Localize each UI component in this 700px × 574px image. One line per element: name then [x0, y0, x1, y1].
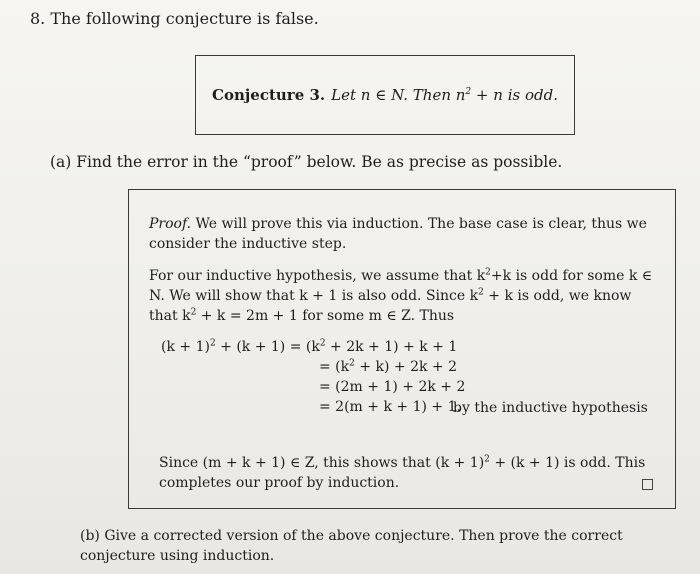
equation-line-4: = 2(m + k + 1) + 1. [319, 399, 461, 415]
proof-paragraph-1: Proof. We will prove this via induction. The base case is clear, thus we consider the inductive step. [149, 216, 647, 252]
equation-note: by the inductive hypothesis [453, 400, 648, 416]
proof-label: Proof. [149, 216, 192, 232]
conjecture-label: Conjecture 3. [212, 86, 326, 104]
proof-box [128, 189, 676, 509]
equation-line-1: $(k + 1)^2 + (k + 1) = (k^2 + 2k + 1) + k + 1$ [161, 338, 458, 355]
qed-square-icon [642, 479, 653, 490]
part-a-prompt: (a) Find the error in the “proof” below. Be as precise as possible. [50, 153, 563, 171]
equation-line-2: = $(k^2 + k) + 2k + 2$ [319, 358, 458, 375]
question-heading: 8. The following conjecture is false. [30, 9, 319, 28]
equation-line-3: = (2m + 1) + 2k + 2 [319, 379, 466, 395]
proof-paragraph-2: For our inductive hypothesis, we assume that $k^2+k$ is odd for some k ∈ N. We will show that k + 1 is also odd. Since $k^2 + k$ is odd, we know that $k^2 + k = 2m + 1$ for some m ∈ Z. Thus [149, 267, 653, 324]
conjecture-box [195, 55, 575, 135]
proof-paragraph-3: Since (m + k + 1) ∈ Z, this shows that $(k + 1)^2 + (k + 1)$ is odd. This completes our proof by induction. [159, 454, 646, 491]
conjecture-statement: Let n ∈ N. Then $n^2 + n$ is odd. [331, 86, 558, 104]
part-b-prompt: (b) Give a corrected version of the above conjecture. Then prove the correct conjecture using induction. [80, 528, 623, 564]
